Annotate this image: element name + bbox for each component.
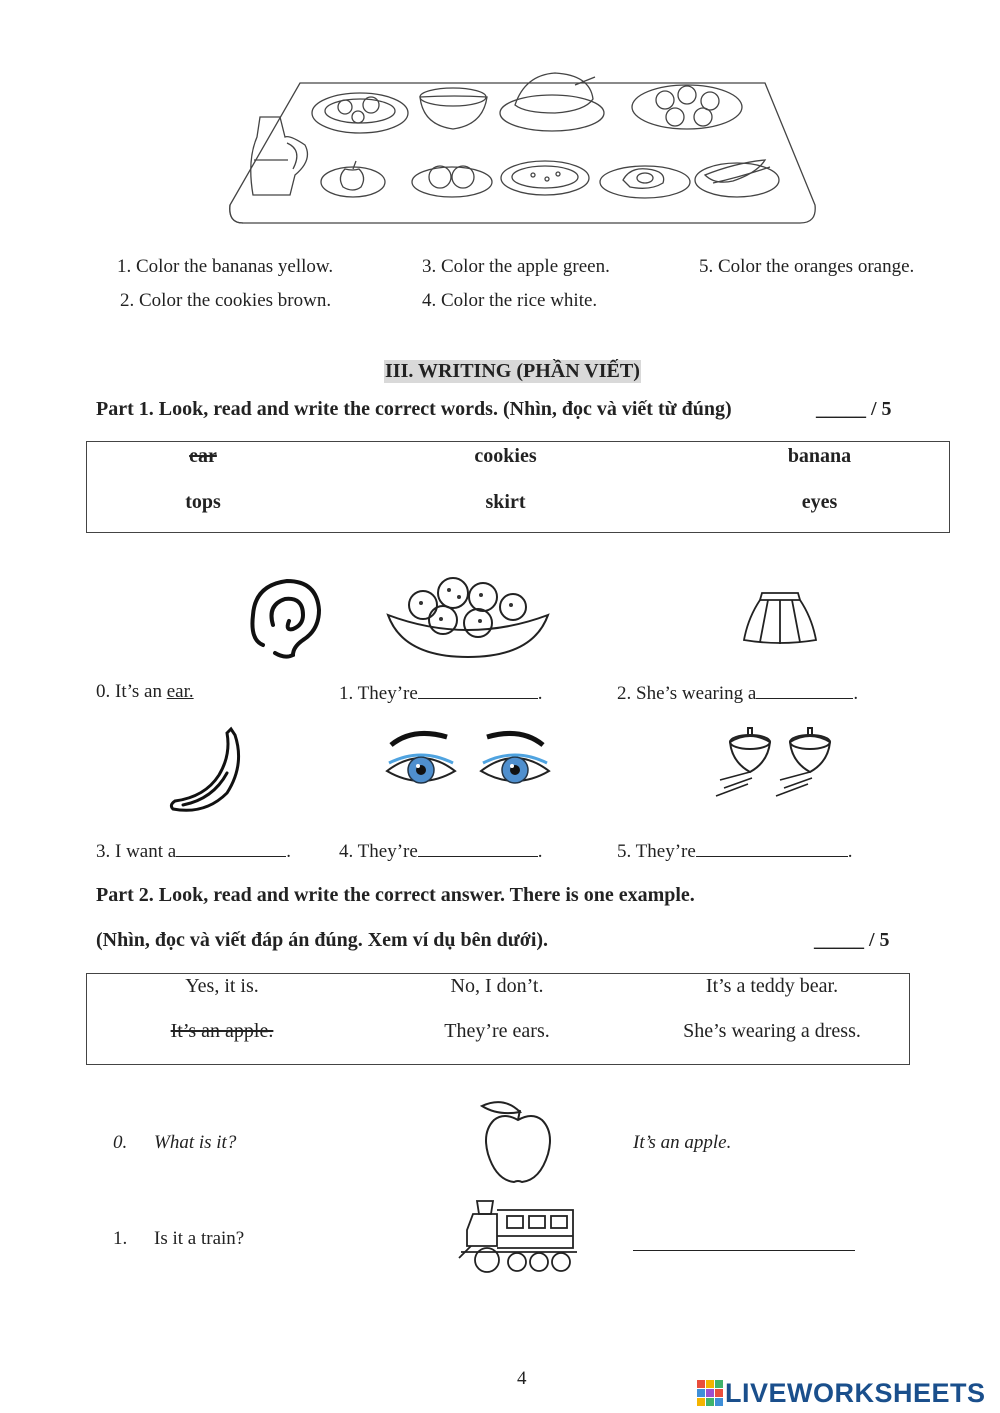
question-0-text: What is it? bbox=[154, 1132, 237, 1153]
answer-bank-item: No, I don’t. bbox=[450, 975, 544, 997]
mixed-food-plate-icon bbox=[312, 93, 408, 133]
part2-score: _____ / 5 bbox=[814, 929, 890, 951]
part2-subtitle: (Nhìn, đọc và viết đáp án đúng. Xem ví dụ bên dưới). bbox=[96, 929, 549, 951]
food-tray-illustration bbox=[225, 65, 820, 235]
egg-plate-icon bbox=[600, 166, 690, 198]
answer-blank[interactable] bbox=[696, 839, 848, 857]
question-0-answer: It’s an apple. bbox=[633, 1132, 732, 1153]
cookies-plate-icon bbox=[632, 85, 742, 129]
part2-title: Part 2. Look, read and write the correct answer. There is one example. bbox=[96, 884, 695, 906]
cookies-icon bbox=[383, 575, 553, 660]
train-icon bbox=[457, 1196, 582, 1276]
question-0-number: 0. bbox=[113, 1132, 128, 1153]
answer-blank[interactable] bbox=[418, 681, 538, 699]
ear-icon bbox=[245, 575, 325, 660]
word-bank-item: eyes bbox=[801, 491, 838, 513]
part1-item-0: 0. It’s an ear. bbox=[96, 681, 194, 702]
word-bank-item: banana bbox=[787, 445, 852, 467]
answer-bank-item: She’s wearing a dress. bbox=[683, 1020, 861, 1042]
answer-blank[interactable] bbox=[756, 681, 853, 699]
answer-bank-item: They’re ears. bbox=[444, 1020, 550, 1042]
answer-blank[interactable] bbox=[418, 839, 538, 857]
apple-plate-icon bbox=[321, 161, 385, 197]
answer-bank-item: Yes, it is. bbox=[185, 975, 259, 997]
pizza-plate-icon bbox=[501, 161, 589, 195]
question-1-answer-input[interactable] bbox=[633, 1226, 855, 1251]
answer-blank[interactable] bbox=[176, 839, 286, 857]
chicken-plate-icon bbox=[500, 73, 604, 131]
answer-bank-item: It’s a teddy bear. bbox=[705, 975, 839, 997]
jug-icon bbox=[251, 117, 308, 195]
word-bank-item: ear bbox=[189, 445, 217, 467]
part1-item-5: 5. They’re . bbox=[617, 841, 853, 862]
part1-item-3: 3. I want a . bbox=[96, 841, 291, 862]
word-bank-item: cookies bbox=[474, 445, 537, 467]
answer-bank-item: It’s an apple. bbox=[170, 1020, 274, 1042]
part1-item-4: 4. They’re . bbox=[339, 841, 543, 862]
color-instruction-5: 5. Color the oranges orange. bbox=[699, 256, 915, 277]
eyes-icon bbox=[383, 725, 553, 800]
word-bank-item: tops bbox=[185, 491, 221, 513]
word-bank-item: skirt bbox=[485, 491, 526, 513]
bananas-plate-icon bbox=[695, 160, 779, 197]
question-1-number: 1. bbox=[113, 1228, 128, 1249]
color-instruction-2: 2. Color the cookies brown. bbox=[120, 290, 332, 311]
part1-item-1: 1. They’re . bbox=[339, 683, 543, 704]
liveworksheets-logo-icon bbox=[697, 1380, 723, 1406]
skirt-icon bbox=[740, 588, 820, 648]
rice-bowl-icon bbox=[420, 88, 487, 129]
oranges-plate-icon bbox=[412, 166, 492, 197]
part1-word-bank bbox=[86, 441, 950, 533]
part1-score: _____ / 5 bbox=[816, 398, 892, 420]
color-instruction-4: 4. Color the rice white. bbox=[422, 290, 598, 311]
section-title: III. WRITING (PHẦN VIẾT) bbox=[385, 360, 640, 382]
color-instruction-1: 1. Color the bananas yellow. bbox=[117, 256, 334, 277]
part1-title: Part 1. Look, read and write the correct words. (Nhìn, đọc và viết từ đúng) bbox=[96, 398, 732, 420]
question-1-text: Is it a train? bbox=[154, 1228, 245, 1249]
part1-item-2: 2. She’s wearing a . bbox=[617, 683, 859, 704]
spinning-tops-icon bbox=[710, 722, 860, 802]
liveworksheets-brand[interactable]: LIVEWORKSHEETS bbox=[725, 1378, 986, 1408]
color-instruction-3: 3. Color the apple green. bbox=[422, 256, 610, 277]
apple-icon bbox=[474, 1098, 560, 1188]
part2-answer-bank bbox=[86, 973, 910, 1065]
banana-icon bbox=[165, 725, 250, 820]
page-number: 4 bbox=[517, 1368, 527, 1389]
